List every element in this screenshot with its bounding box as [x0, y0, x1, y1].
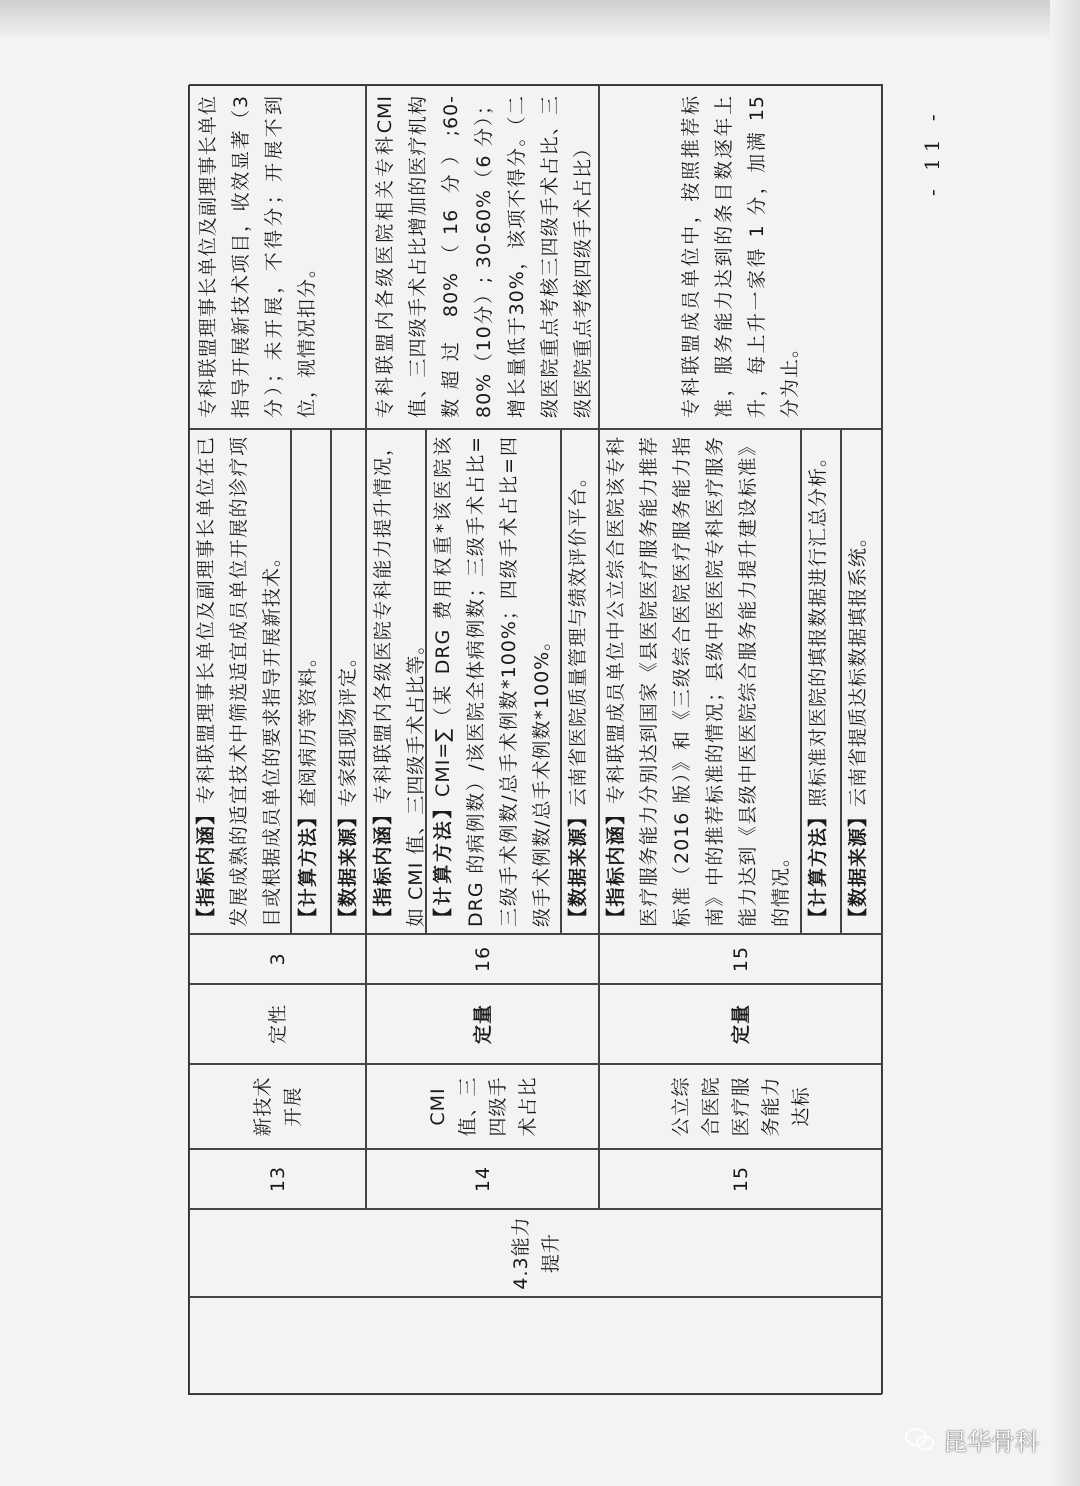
indicator-score: 3	[189, 934, 366, 984]
indicator-type: 定性	[189, 984, 366, 1064]
watermark-text: 昆华骨科	[943, 1428, 1039, 1456]
indicator-content	[366, 429, 426, 934]
indicator-type: 定量	[599, 984, 883, 1064]
label-content: 【指标内涵】	[372, 804, 394, 927]
indicator-score: 15	[599, 934, 883, 984]
calc-method	[426, 429, 561, 934]
source-text: 专家组现场评定。	[337, 646, 359, 807]
content-text: 专科联盟成员单位中公立综合医院该专科医疗服务能力分别达到国家《县医院医疗服务能力推荐标准（2016 版）》和《三级综合医院医疗服务能力指南》中的推荐标准的情况；县级中医医院专科医疗服务能力达到《县级中医医院综合服务能力提升建设标准》的情况。	[605, 436, 792, 927]
category-level1-cell	[189, 1297, 883, 1394]
source-text: 云南省医院质量管理与绩效评价平台。	[567, 466, 589, 807]
row-number: 14	[366, 1149, 599, 1209]
calc-method	[801, 429, 841, 934]
method-text: CMI=∑（某 DRG 费用权重*该医院该 DRG 的病例数）/该医院全体病例数；三级手术占比=三级手术例数/总手术例数*100%；四级手术占比=四级手术例数/总手术例数*100%。	[432, 436, 553, 927]
label-content: 【指标内涵】	[605, 804, 627, 927]
indicator-content	[599, 429, 801, 934]
indicator-score: 16	[366, 934, 599, 984]
label-source: 【数据来源】	[337, 806, 359, 927]
data-source	[561, 429, 599, 934]
page-number: - 11 -	[920, 108, 944, 196]
indicator-content	[189, 429, 291, 934]
method-text: 查阅病历等资料。	[297, 646, 319, 807]
category-cell	[189, 1209, 883, 1297]
calc-method	[291, 429, 331, 934]
content-text: 专科联盟理事长单位及副理事长单位在已发展成熟的适宜技术中筛选适宜成员单位开展的诊疗项目或根据成员单位的要求指导开展新技术。	[195, 436, 283, 927]
label-source: 【数据来源】	[847, 806, 869, 927]
watermark	[905, 1422, 1039, 1457]
indicator-type: 定量	[366, 984, 599, 1064]
row-number: 15	[599, 1149, 883, 1209]
method-text: 照标准对医院的填报数据进行汇总分析。	[807, 446, 829, 807]
data-source	[841, 429, 883, 934]
wechat-icon	[905, 1427, 935, 1453]
label-content: 【指标内涵】	[195, 804, 217, 927]
source-text: 云南省提质达标数据填报系统。	[847, 526, 869, 807]
label-method: 【计算方法】	[297, 806, 319, 927]
label-method: 【计算方法】	[432, 796, 454, 927]
data-source	[331, 429, 366, 934]
label-source: 【数据来源】	[567, 806, 589, 927]
indicator-name: 公立综合医院医疗服务能力达标	[599, 1064, 883, 1149]
row-number: 13	[189, 1149, 366, 1209]
scoring-criteria	[599, 84, 883, 429]
criteria-text: 专科联盟成员单位中，按照推荐标准，服务能力达到的条目数逐年上升，每上升一家得 1 分，加满 15 分为止。	[680, 95, 801, 418]
indicator-name: CMI值、三四级手术占比	[366, 1064, 599, 1149]
scoring-criteria: 专科联盟内各级医院相关专科CMI值、三四级手术占比增加的医疗机构数超过 80%（16 分）;60-80%（10分）; 30-60%（6 分）；增长量低于30%，该项不得分。（二级医院重点考核三四级手术占比、三级医院重点考核四级手术占比）	[366, 84, 599, 429]
indicator-name: 新技术开展	[189, 1064, 366, 1149]
indicator-table	[188, 85, 882, 1395]
label-method: 【计算方法】	[807, 806, 829, 927]
content-text: 专科联盟内各级医院专科能力提升情况，如 CMI 值、三四级手术占比等。	[372, 436, 427, 927]
scoring-criteria: 专科联盟理事长单位及副理事长单位指导开展新技术项目，收效显著（3分）；未开展，不得分；开展不到位，视情况扣分。	[189, 84, 366, 429]
category-label: 4.3能力提升	[510, 1216, 562, 1290]
